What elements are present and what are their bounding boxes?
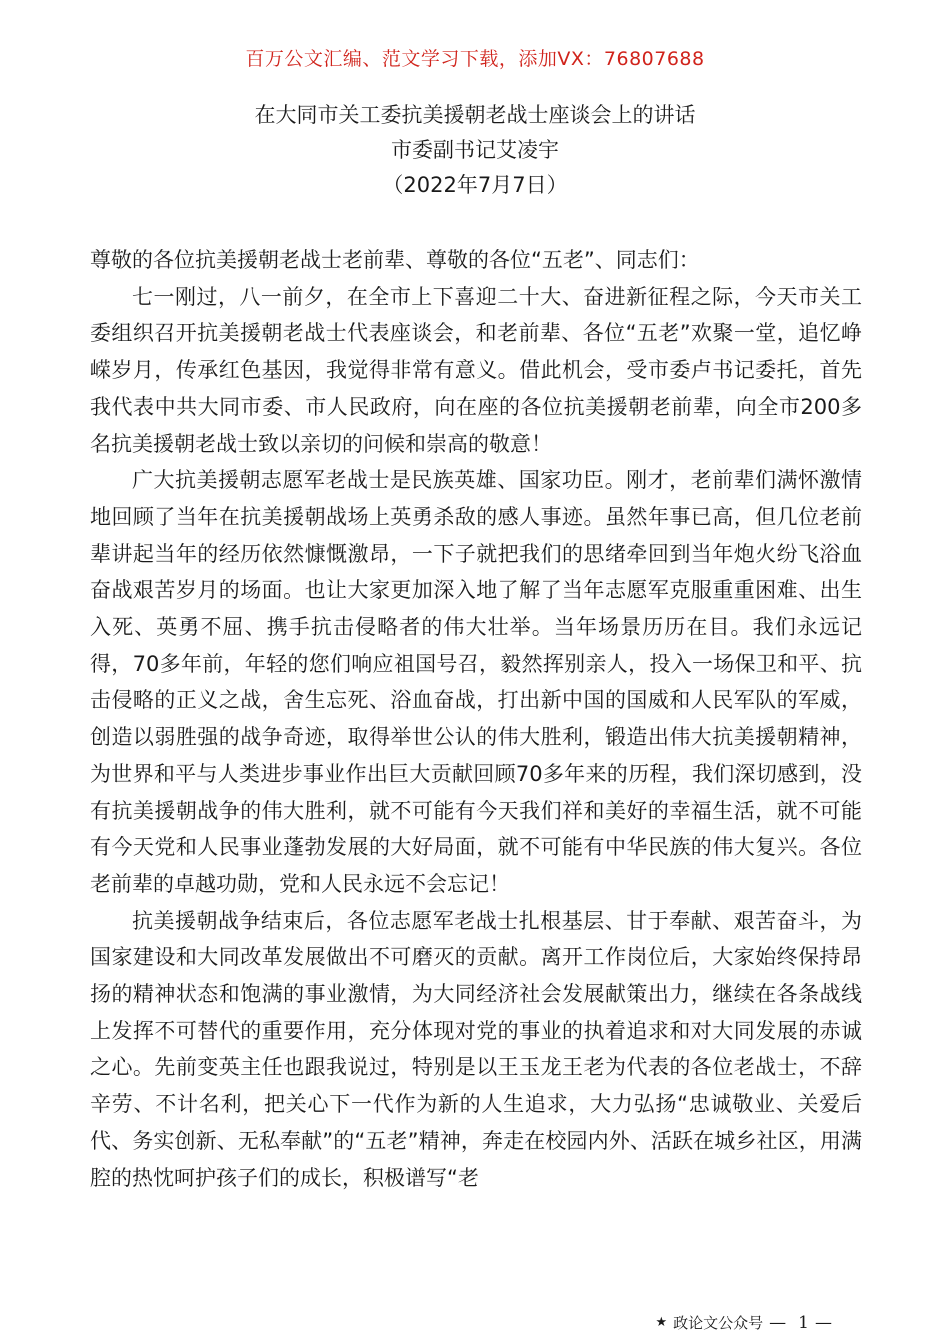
paragraph-2: 广大抗美援朝志愿军老战士是民族英雄、国家功臣。刚才，老前辈们满怀激情地回顾了当年在抗美援朝战场上英勇杀敌的感人事迹。虽然年事已高，但几位老前辈讲起当年的经历依然慷慨激昂，一下子就把我们的思绪牵回到当年炮火纷飞浴血奋战艰苦岁月的场面。也让大家更加深入地了解了当年志愿军克服重重困难、出生入死、英勇不屈、携手抗击侵略者的伟大壮举。当年场景历历在目。我们永远记得，70多年前，年轻的您们响应祖国号召，毅然挥别亲人，投入一场保卫和平、抗击侵略的正义之战，舍生忘死、浴血奋战，打出新中国的国威和人民军队的军威，创造以弱胜强的战争奇迹，取得举世公认的伟大胜利，锻造出伟大抗美援朝精神，为世界和平与人类进步事业作出巨大贡献回顾70多年来的历程，我们深切感到，没有抗美援朝战争的伟大胜利，就不可能有今天我们祥和美好的幸福生活，就不可能有今天党和人民事业蓬勃发展的大好局面，就不可能有中华民族的伟大复兴。各位老前辈的卓越功勋，党和人民永远不会忘记！ bbox=[90, 468, 862, 896]
page-number: 1 bbox=[798, 1312, 809, 1333]
speaker-line: 市委副书记艾凌宇 bbox=[391, 138, 559, 162]
date-line: （2022年7月7日） bbox=[382, 173, 568, 197]
footer-dash-left: — bbox=[769, 1312, 787, 1333]
star-icon: ★ bbox=[655, 1315, 668, 1330]
page-footer bbox=[656, 1312, 833, 1333]
footer-dash-right: — bbox=[815, 1312, 832, 1333]
document-body bbox=[90, 242, 862, 1196]
footer-label: 政论文公众号 bbox=[673, 1314, 764, 1332]
document-title: 在大同市关工委抗美援朝老战士座谈会上的讲话 bbox=[254, 103, 696, 127]
document-title-block bbox=[0, 98, 950, 203]
paragraph-3: 抗美援朝战争结束后，各位志愿军老战士扎根基层、甘于奉献、艰苦奋斗，为国家建设和大同改革发展做出不可磨灭的贡献。离开工作岗位后，大家始终保持昂扬的精神状态和饱满的事业激情，为大同经济社会发展献策出力，继续在各条战线上发挥不可替代的重要作用，充分体现对党的事业的执着追求和对大同发展的赤诚之心。先前变英主任也跟我说过，特别是以王玉龙王老为代表的各位老战士，不辞辛劳、不计名利，把关心下一代作为新的人生追求，大力弘扬“忠诚敬业、关爱后代、务实创新、无私奉献”的“五老”精神，奔走在校园内外、活跃在城乡社区，用满腔的热忱呵护孩子们的成长，积极谱写“老 bbox=[90, 908, 862, 1190]
paragraph-1: 七一刚过，八一前夕，在全市上下喜迎二十大、奋进新征程之际，今天市关工委组织召开抗美援朝老战士代表座谈会，和老前辈、各位“五老”欢聚一堂，追忆峥嵘岁月，传承红色基因，我觉得非常有意义。借此机会，受市委卢书记委托，首先我代表中共大同市委、市人民政府，向在座的各位抗美援朝老前辈，向全市200多名抗美援朝老战士致以亲切的问候和崇高的敬意！ bbox=[90, 284, 862, 456]
salutation: 尊敬的各位抗美援朝老战士老前辈、尊敬的各位“五老”、同志们： bbox=[90, 248, 700, 272]
header-banner: 百万公文汇编、范文学习下载，添加VX：76807688 bbox=[245, 48, 705, 70]
